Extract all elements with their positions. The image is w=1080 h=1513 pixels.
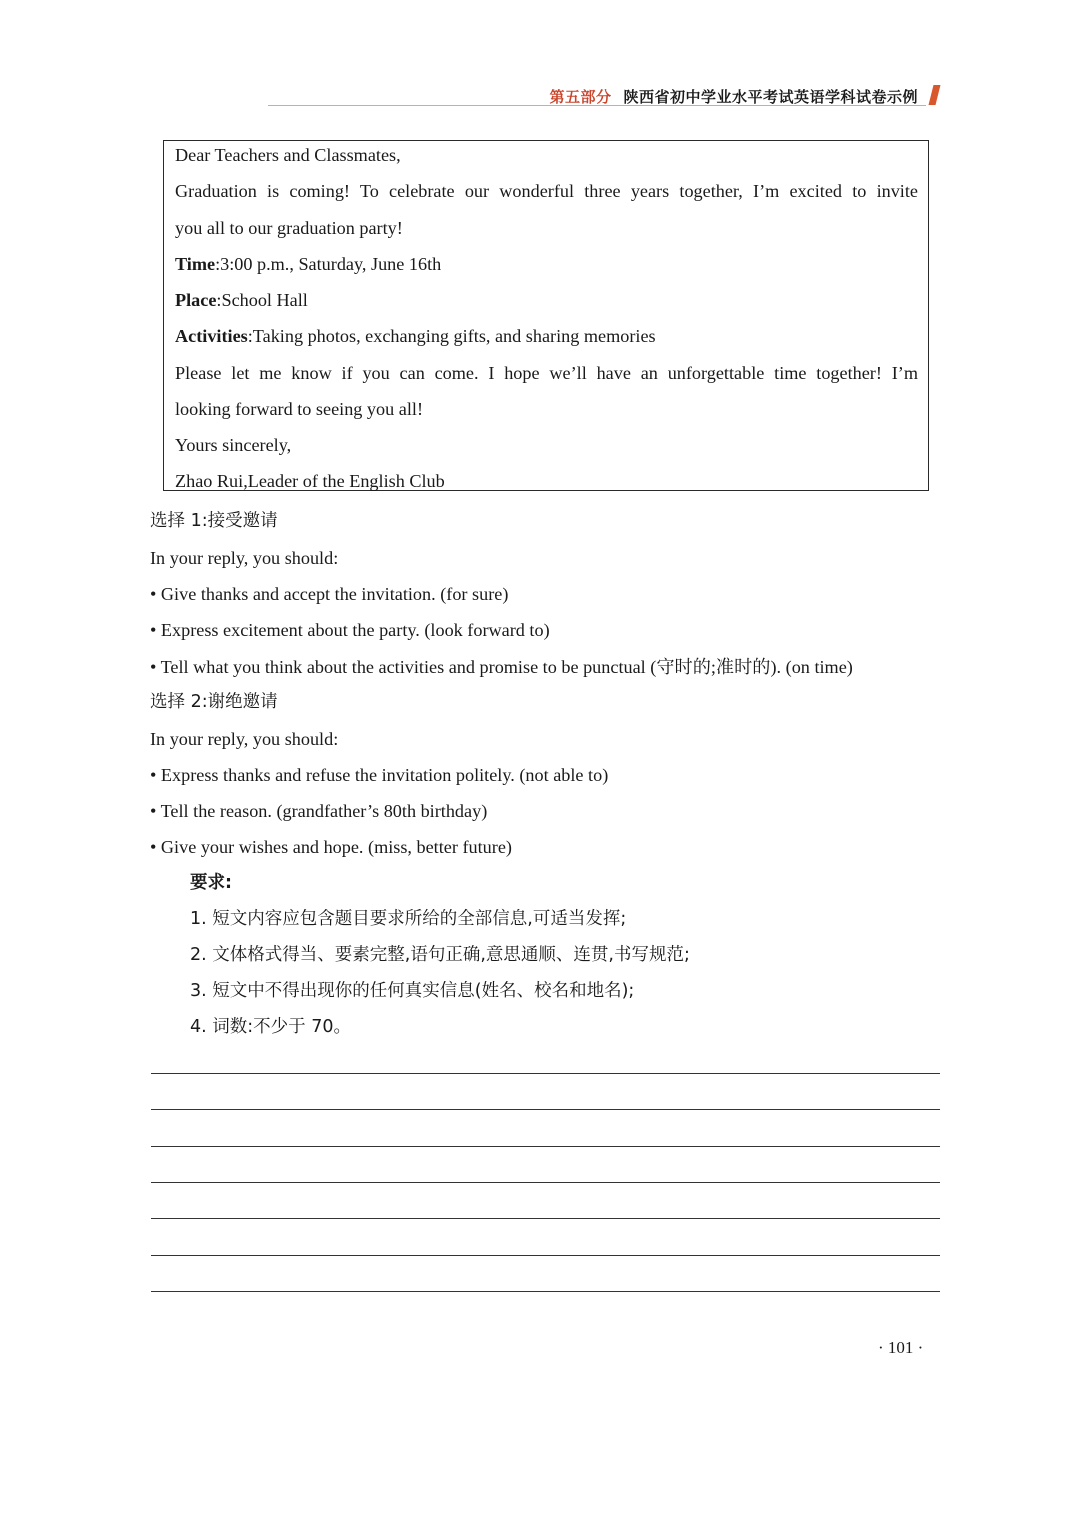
page-number: · 101 · xyxy=(878,1338,924,1357)
choice-2-point-3: • Give your wishes and hope. (miss, better future) xyxy=(150,837,512,857)
choice-1-point-2: • Express excitement about the party. (look forward to) xyxy=(150,620,550,640)
choice-2-point-2: • Tell the reason. (grandfather’s 80th birthday) xyxy=(150,801,488,821)
requirements-title: 要求: xyxy=(190,873,232,893)
writing-line xyxy=(151,1182,940,1183)
running-header xyxy=(268,86,940,108)
letter-paragraph-1-line-2: you all to our graduation party! xyxy=(175,218,403,238)
requirement-2: 2. 文体格式得当、要素完整,语句正确,意思通顺、连贯,书写规范; xyxy=(190,945,690,965)
activities-label: Activities xyxy=(175,326,248,346)
invitation-letter-box xyxy=(163,140,929,491)
letter-closing: Yours sincerely, xyxy=(175,435,292,455)
header-text xyxy=(549,86,918,107)
place-value: :School Hall xyxy=(216,290,308,310)
activities-value: :Taking photos, exchanging gifts, and sharing memories xyxy=(247,326,656,346)
choice-1-title: 选择 1:接受邀请 xyxy=(150,511,278,531)
choice-2-title: 选择 2:谢绝邀请 xyxy=(150,692,278,712)
letter-place-line xyxy=(175,288,918,312)
letter-activities-line xyxy=(175,324,918,348)
time-value: :3:00 p.m., Saturday, June 16th xyxy=(215,254,442,274)
choice-1-point-1: • Give thanks and accept the invitation. (for sure) xyxy=(150,584,509,604)
requirement-1: 1. 短文内容应包含题目要求所给的全部信息,可适当发挥; xyxy=(190,909,627,929)
requirement-4: 4. 词数:不少于 70。 xyxy=(190,1017,351,1037)
letter-paragraph-2-line-2: looking forward to seeing you all! xyxy=(175,399,424,419)
choice-2-intro: In your reply, you should: xyxy=(150,729,339,749)
writing-line xyxy=(151,1109,940,1110)
writing-line xyxy=(151,1255,940,1256)
header-series: 陕西省初中学业水平考试英语学科试卷示例 xyxy=(623,90,918,106)
letter-paragraph-2-line-1: Please let me know if you can come. I hope we’ll have an unforgettable time together! I’m xyxy=(175,363,918,383)
time-label: Time xyxy=(175,254,216,274)
requirement-3: 3. 短文中不得出现你的任何真实信息(姓名、校名和地名); xyxy=(190,981,635,1001)
place-label: Place xyxy=(175,290,217,310)
choice-1-point-3: • Tell what you think about the activities and promise to be punctual (守时的;准时的). (on time) xyxy=(150,657,853,677)
choice-1-intro: In your reply, you should: xyxy=(150,548,339,568)
letter-paragraph-1-line-1: Graduation is coming! To celebrate our wonderful three years together, I’m excited to invite xyxy=(175,181,918,201)
header-accent-mark xyxy=(929,85,941,105)
writing-line xyxy=(151,1291,940,1292)
choice-2-point-1: • Express thanks and refuse the invitation politely. (not able to) xyxy=(150,765,609,785)
letter-signature: Zhao Rui,Leader of the English Club xyxy=(175,471,445,491)
writing-line xyxy=(151,1146,940,1147)
letter-greeting: Dear Teachers and Classmates, xyxy=(175,145,401,165)
letter-time-line xyxy=(175,252,918,276)
writing-line xyxy=(151,1218,940,1219)
header-part: 第五部分 xyxy=(549,90,612,106)
writing-line xyxy=(151,1073,940,1074)
